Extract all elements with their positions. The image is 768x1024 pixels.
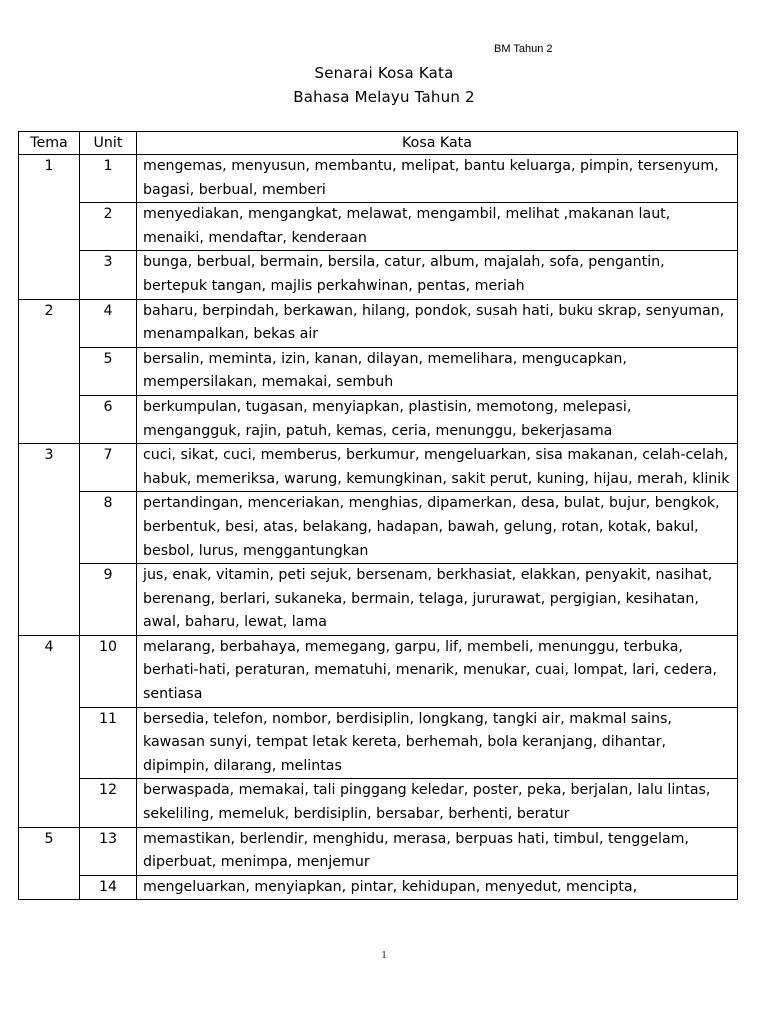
words-cell: mengemas, menyusun, membantu, melipat, bantu keluarga, pimpin, tersenyum, bagasi, berbual, memberi	[137, 155, 738, 203]
words-cell: bersalin, meminta, izin, kanan, dilayan, memelihara, mengucapkan, mempersilakan, memakai, sembuh	[137, 347, 738, 395]
table-row	[19, 827, 738, 875]
unit-cell: 9	[80, 564, 137, 636]
unit-cell: 4	[80, 299, 137, 347]
unit-cell: 8	[80, 492, 137, 564]
table-row	[19, 347, 738, 395]
table-row	[19, 707, 738, 779]
unit-cell: 7	[80, 444, 137, 492]
unit-cell: 10	[80, 635, 137, 707]
vocabulary-table	[18, 131, 738, 900]
column-header-unit: Unit	[80, 132, 137, 155]
table-row	[19, 492, 738, 564]
unit-cell: 13	[80, 827, 137, 875]
words-cell: menyediakan, mengangkat, melawat, mengambil, melihat ,makanan laut, menaiki, mendaftar, kenderaan	[137, 203, 738, 251]
tema-cell: 1	[19, 155, 80, 300]
tema-cell: 5	[19, 827, 80, 900]
table-row	[19, 875, 738, 900]
table-row	[19, 251, 738, 299]
table-row	[19, 779, 738, 827]
tema-cell: 4	[19, 635, 80, 827]
table-row	[19, 155, 738, 203]
words-cell: mengeluarkan, menyiapkan, pintar, kehidupan, menyedut, mencipta,	[137, 875, 738, 900]
words-cell: melarang, berbahaya, memegang, garpu, lif, membeli, menunggu, terbuka, berhati-hati, peraturan, mematuhi, menarik, menukar, cuai, lompat, lari, cedera, sentiasa	[137, 635, 738, 707]
unit-cell: 14	[80, 875, 137, 900]
words-cell: cuci, sikat, cuci, memberus, berkumur, mengeluarkan, sisa makanan, celah-celah, habuk, memeriksa, warung, kemungkinan, sakit perut, kuning, hijau, merah, klinik	[137, 444, 738, 492]
words-cell: memastikan, berlendir, menghidu, merasa, berpuas hati, timbul, tenggelam, diperbuat, menimpa, menjemur	[137, 827, 738, 875]
document-title: Senarai Kosa Kata	[314, 64, 454, 82]
column-header-tema: Tema	[19, 132, 80, 155]
tema-cell: 3	[19, 444, 80, 636]
unit-cell: 6	[80, 395, 137, 443]
table-row	[19, 444, 738, 492]
table-row	[19, 299, 738, 347]
words-cell: pertandingan, menceriakan, menghias, dipamerkan, desa, bulat, bujur, bengkok, berbentuk, besi, atas, belakang, hadapan, bawah, gelung, rotan, kotak, bakul, besbol, lurus, menggantungkan	[137, 492, 738, 564]
unit-cell: 11	[80, 707, 137, 779]
words-cell: bunga, berbual, bermain, bersila, catur, album, majalah, sofa, pengantin, bertepuk tangan, majlis perkahwinan, pentas, meriah	[137, 251, 738, 299]
unit-cell: 1	[80, 155, 137, 203]
document-subtitle: Bahasa Melayu Tahun 2	[293, 88, 475, 106]
unit-cell: 5	[80, 347, 137, 395]
words-cell: berkumpulan, tugasan, menyiapkan, plastisin, memotong, melepasi, mengangguk, rajin, patuh, kemas, ceria, menunggu, bekerjasama	[137, 395, 738, 443]
table-row	[19, 564, 738, 636]
table-row	[19, 395, 738, 443]
table-header-row	[19, 132, 738, 155]
tema-cell: 2	[19, 299, 80, 444]
table-row	[19, 203, 738, 251]
page-number: 1	[381, 950, 387, 961]
header-tag: BM Tahun 2	[494, 43, 553, 55]
column-header-kosa-kata: Kosa Kata	[137, 132, 738, 155]
unit-cell: 2	[80, 203, 137, 251]
words-cell: jus, enak, vitamin, peti sejuk, bersenam, berkhasiat, elakkan, penyakit, nasihat, berenang, berlari, sukaneka, bermain, telaga, jururawat, pergigian, kesihatan, awal, baharu, lewat, lama	[137, 564, 738, 636]
unit-cell: 12	[80, 779, 137, 827]
words-cell: baharu, berpindah, berkawan, hilang, pondok, susah hati, buku skrap, senyuman, menampalkan, bekas air	[137, 299, 738, 347]
table-row	[19, 635, 738, 707]
words-cell: bersedia, telefon, nombor, berdisiplin, longkang, tangki air, makmal sains, kawasan sunyi, tempat letak kereta, berhemah, bola keranjang, dihantar, dipimpin, dilarang, melintas	[137, 707, 738, 779]
unit-cell: 3	[80, 251, 137, 299]
words-cell: berwaspada, memakai, tali pinggang keledar, poster, peka, berjalan, lalu lintas, sekeliling, memeluk, berdisiplin, bersabar, berhenti, beratur	[137, 779, 738, 827]
